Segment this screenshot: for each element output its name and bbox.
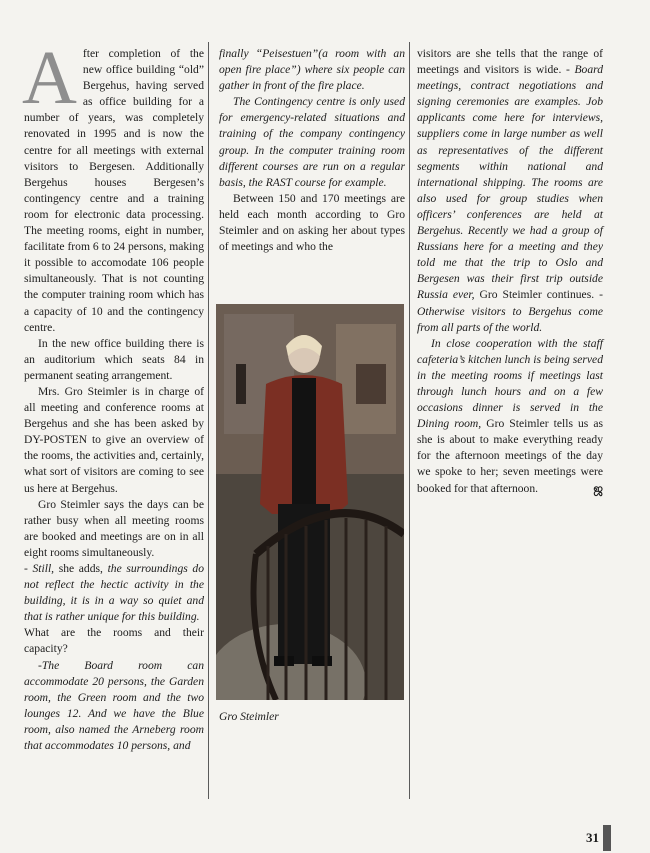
portrait-photo xyxy=(216,304,404,700)
page-number: 31 xyxy=(586,830,599,845)
paragraph-quote-still: - Still, she adds, the surroundings do not reflect the hectic activity in the building, it is in a way so quiet and that is rather unique for this building. xyxy=(24,562,204,624)
portrait-illustration xyxy=(216,304,404,700)
article-column-2 xyxy=(219,46,405,255)
drop-cap: A xyxy=(22,36,77,120)
column-rule-left xyxy=(208,42,209,799)
paragraph-intro: After completion of the new office building “old” Bergehus, having served as office building for a number of years, was completely renovated in 1995 and is now the centre for all meetings with external visitors to Bergesen. Additionally Bergehus houses Bergesen’s contingency centre and a training room for electronic data processing. The meeting rooms, eight in number, facilitate from 6 to 24 persons, making it possible to accomodate 106 people simultaneously. That is not counting the computer training room which has a capacity of 10 and the contingency centre. xyxy=(22,36,204,334)
column-rule-right xyxy=(409,42,410,799)
paragraph-contingency: The Contingency centre is only used for emergency-related situations and training of the company contingency group. In the computer training room different courses are run on a regular basis, the RAST course for example. xyxy=(219,95,405,189)
article-column-3 xyxy=(417,46,603,497)
paragraph-visitors: visitors are she tells that the range of meetings and visitors is wide. - Board meetings, contract negotiations and signing ceremonies are examples. Job applicants come here for interviews, suppliers come in large number as well as representatives of the different segments within national and international shipping. The rooms are also used for group studies when officers’ conferences are held at Bergehus. Recently we had a group of Russians here for a meeting and they told me that the trip to Oslo and Bergesen was their first trip outside Russia ever, Gro Steimler continues. - Otherwise visitors to Bergehus come from all parts of the world. xyxy=(417,47,603,334)
paragraph-lunch: In close cooperation with the staff cafeteria’s kitchen lunch is being served in the meeting rooms if meetings last through lunch hours and on a few occasions dinner is served in the Dining room, Gro Steimler tells us as she is about to make everything ready for the afternoon meetings of the day we spoke to her; seven meetings were booked for that afternoon. ஜ xyxy=(417,336,603,497)
paragraph-auditorium: In the new office building there is an auditorium which seats 84 in permanent seating arrangement. xyxy=(24,336,204,382)
photo-caption: Gro Steimler xyxy=(219,710,279,723)
article-column-1 xyxy=(22,36,204,754)
paragraph-busy-days: Gro Steimler says the days can be rather busy when all meeting rooms are booked and meetings are on in all eight rooms simultaneously. xyxy=(24,497,204,559)
paragraph-steimler-role: Mrs. Gro Steimler is in charge of all meeting and conference rooms at Bergehus and she has been asked by DY-POSTEN to give an overview of the rooms, the activities and, certainly, what sort of visitors are coming to see us here at Bergehus. xyxy=(24,384,204,495)
page-edge-tab xyxy=(603,825,611,851)
paragraph-meeting-count: Between 150 and 170 meetings are held each month according to Gro Steimler and on asking her about types of meetings and who the xyxy=(219,191,405,254)
paragraph-peisestuen: finally “Peisestuen”(a room with an open fire place”) where six people can gather in front of the fire place. xyxy=(219,47,405,93)
paragraph-question: What are the rooms and their capacity? xyxy=(24,626,204,656)
end-mark-icon: ஜ xyxy=(593,481,603,495)
paragraph-room-list: -The Board room can accommodate 20 persons, the Garden room, the Green room and the two lounges 12. And we have the Blue room, also named the Arneberg room that accommodates 10 persons, and xyxy=(24,658,204,753)
